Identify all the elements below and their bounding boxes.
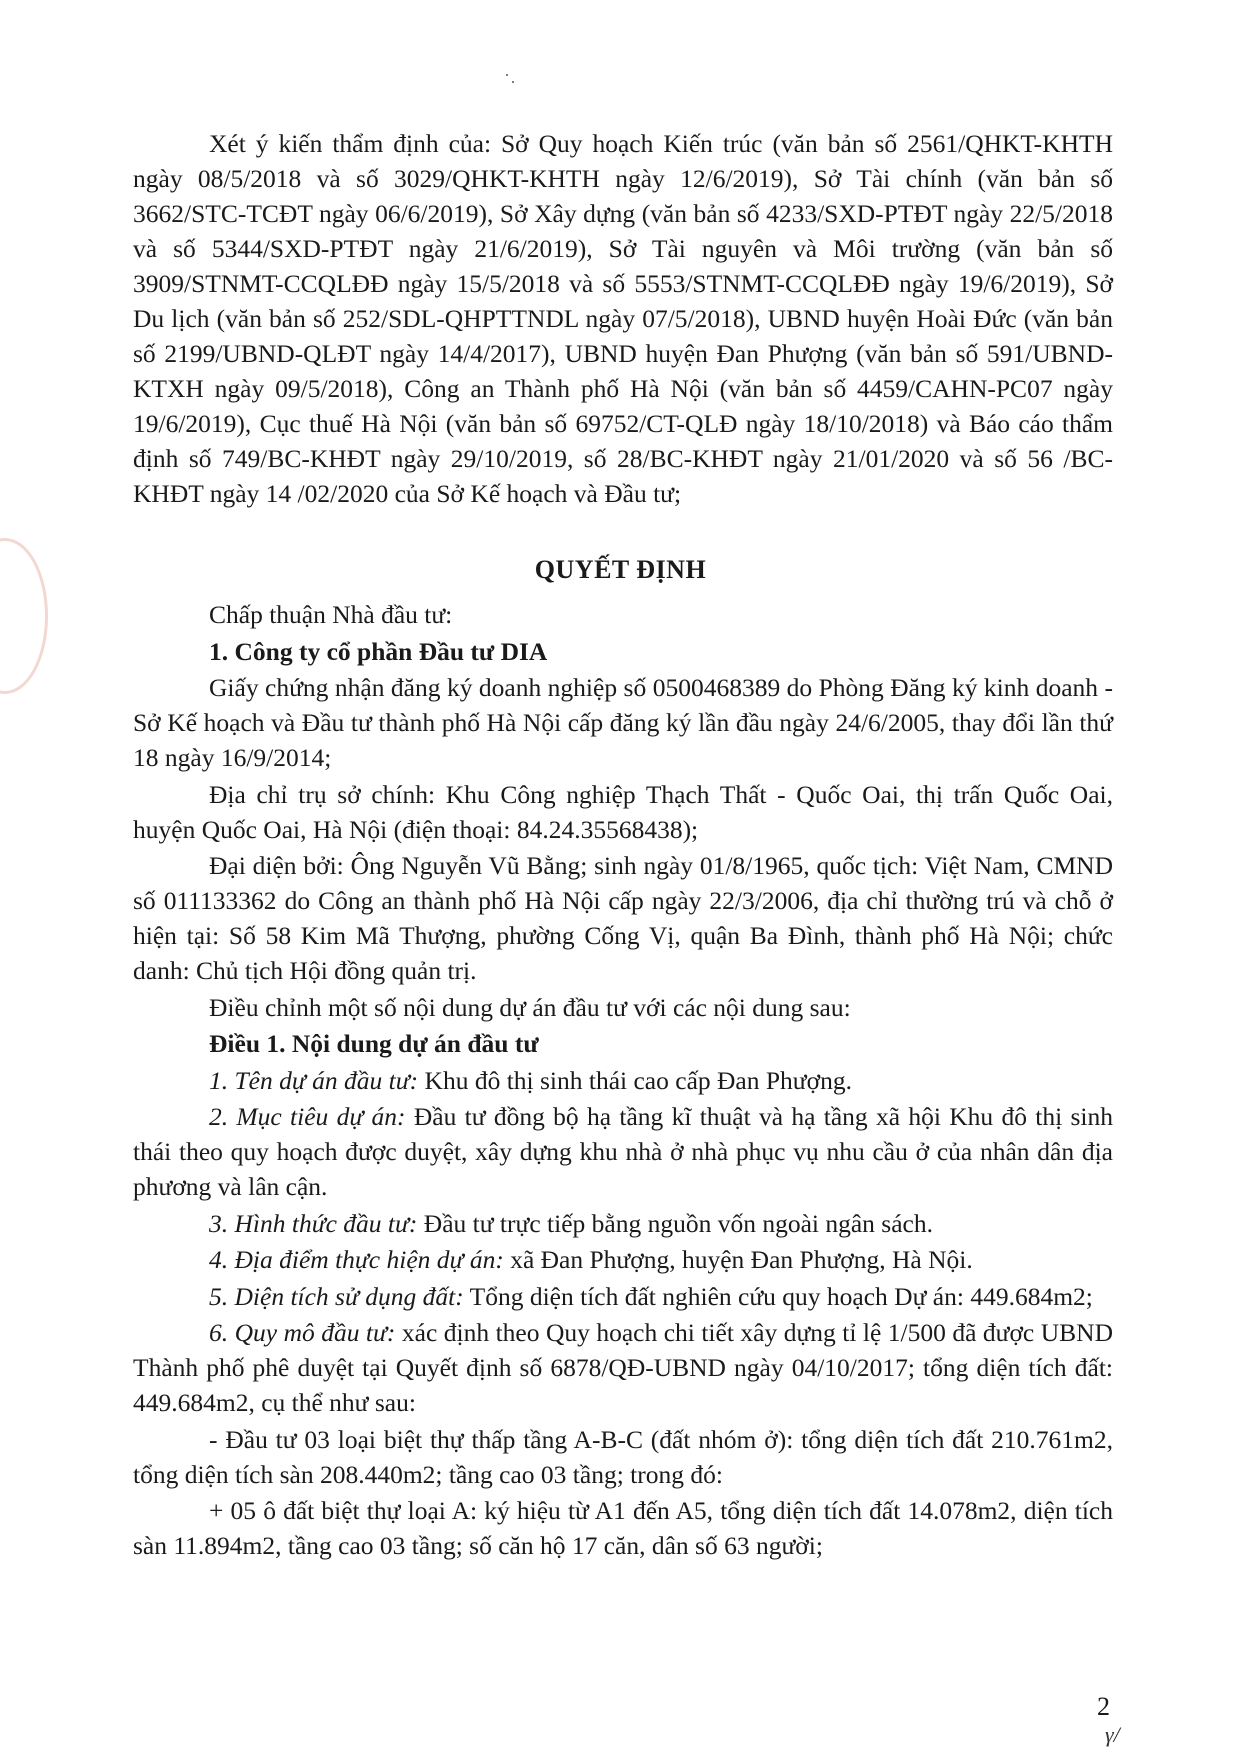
- item-project-goal: [133, 1099, 1113, 1204]
- representative-paragraph: Đại diện bởi: Ông Nguyễn Vũ Bằng; sinh ngày 01/8/1965, quốc tịch: Việt Nam, CMND số 011133362 do Công an thành phố Hà Nội cấp ngày 22/3/2006, địa chỉ thường trú và chỗ ở hiện tại: Số 58 Kim Mã Thượng, phường Cống Vị, quận Ba Đình, thành phố Hà Nội; chức danh: Chủ tịch Hội đồng quản trị.: [133, 851, 1113, 985]
- handwritten-initials: γ/: [1105, 1722, 1120, 1747]
- address-paragraph: Địa chỉ trụ sở chính: Khu Công nghiệp Thạch Thất - Quốc Oai, thị trấn Quốc Oai, huyện Quốc Oai, Hà Nội (điện thoại: 84.24.35568438);: [133, 779, 1113, 844]
- item-text: Đầu tư trực tiếp bằng nguồn vốn ngoài ngân sách.: [417, 1208, 933, 1238]
- intro-section: [133, 126, 1113, 511]
- certificate-paragraph: Giấy chứng nhận đăng ký doanh nghiệp số 0500468389 do Phòng Đăng ký kinh doanh - Sở Kế hoạch và Đầu tư thành phố Hà Nội cấp đăng ký lần đầu ngày 24/6/2005, thay đổi lần thứ 18 ngày 16/9/2014;: [133, 673, 1113, 772]
- decision-body: [133, 597, 1113, 1565]
- item-label: 6. Quy mô đầu tư:: [209, 1318, 396, 1347]
- item-label: 1. Tên dự án đầu tư:: [209, 1065, 419, 1095]
- item-text: Đầu tư đồng bộ hạ tầng kĩ thuật và hạ tầng xã hội Khu đô thị sinh thái theo quy hoạch được duyệt, xây dựng khu nhà ở nhà phục vụ nhu cầu ở của nhân dân địa phương và lân cận.: [133, 1102, 1114, 1201]
- item-land-area: [133, 1279, 1113, 1314]
- item-project-name: [133, 1063, 1113, 1098]
- adjust-line: Điều chỉnh một số nội dung dự án đầu tư với các nội dung sau:: [209, 992, 851, 1022]
- item-text: xác định theo Quy hoạch chi tiết xây dựng tỉ lệ 1/500 đã được UBND Thành phố phê duyệt tại Quyết định số 6878/QĐ-UBND ngày 04/10/2017; tổng diện tích đất: 449.684m2, cụ thể như sau:: [133, 1318, 1113, 1417]
- article-1-title: Điều 1. Nội dung dự án đầu tư: [209, 1029, 539, 1058]
- item-label: 3. Hình thức đầu tư:: [209, 1208, 418, 1238]
- item-text: xã Đan Phượng, huyện Đan Phượng, Hà Nội.: [503, 1245, 973, 1274]
- villa-a-paragraph: + 05 ô đất biệt thự loại A: ký hiệu từ A1 đến A5, tổng diện tích đất 14.078m2, diện tích sàn 11.894m2, tầng cao 03 tầng; số căn hộ 17 căn, dân số 63 người;: [133, 1496, 1113, 1560]
- investor-title: 1. Công ty cổ phần Đầu tư DIA: [209, 636, 548, 666]
- decision-heading: QUYẾT ĐỊNH: [534, 555, 707, 584]
- item-label: 5. Diện tích sử dụng đất:: [209, 1281, 464, 1311]
- item-label: 4. Địa điểm thực hiện dự án:: [209, 1245, 504, 1274]
- item-label: 2. Mục tiêu dự án:: [209, 1102, 406, 1131]
- item-text: Khu đô thị sinh thái cao cấp Đan Phượng.: [418, 1065, 852, 1095]
- item-text: Tổng diện tích đất nghiên cứu quy hoạch Dự án: 449.684m2;: [463, 1281, 1093, 1311]
- page-number: 2: [1097, 1692, 1110, 1721]
- item-investment-scale: [133, 1315, 1113, 1420]
- item-location: [133, 1242, 1113, 1277]
- item-investment-form: [133, 1206, 1113, 1241]
- scan-speck: [512, 81, 514, 83]
- approve-line: Chấp thuận Nhà đầu tư:: [209, 600, 453, 629]
- villa-paragraph: - Đầu tư 03 loại biệt thự thấp tầng A-B-C (đất nhóm ở): tổng diện tích đất 210.761m2, tổng diện tích sàn 208.440m2; tầng cao 03 tầng; trong đó:: [133, 1424, 1113, 1489]
- intro-paragraph: Xét ý kiến thẩm định của: Sở Quy hoạch Kiến trúc (văn bản số 2561/QHKT-KHTH ngày 08/5/2018 và số 3029/QHKT-KHTH ngày 12/6/2019), Sở Tài chính (văn bản số 3662/STC-TCĐT ngày 06/6/2019), Sở Xây dựng (văn bản số 4233/SXD-PTĐT ngày 22/5/2018 và số 5344/SXD-PTĐT ngày 21/6/2019), Sở Tài nguyên và Môi trường (văn bản số 3909/STNMT-CCQLĐĐ ngày 15/5/2018 và số 5553/STNMT-CCQLĐĐ ngày 19/6/2019), Sở Du lịch (văn bản số 252/SDL-QHPTTNDL ngày 07/5/2018), UBND huyện Hoài Đức (văn bản số 2199/UBND-QLĐT ngày 14/4/2017), UBND huyện Đan Phượng (văn bản số 591/UBND-KTXH ngày 09/5/2018), Công an Thành phố Hà Nội (văn bản số 4459/CAHN-PC07 ngày 19/6/2019), Cục thuế Hà Nội (văn bản số 69752/CT-QLĐ ngày 18/10/2018) và Báo cáo thẩm định số 749/BC-KHĐT ngày 29/10/2019, số 28/BC-KHĐT ngày 21/01/2020 và số 56 /BC-KHĐT ngày 14 /02/2020 của Sở Kế hoạch và Đầu tư;: [133, 129, 1113, 508]
- scan-speck: [506, 74, 508, 76]
